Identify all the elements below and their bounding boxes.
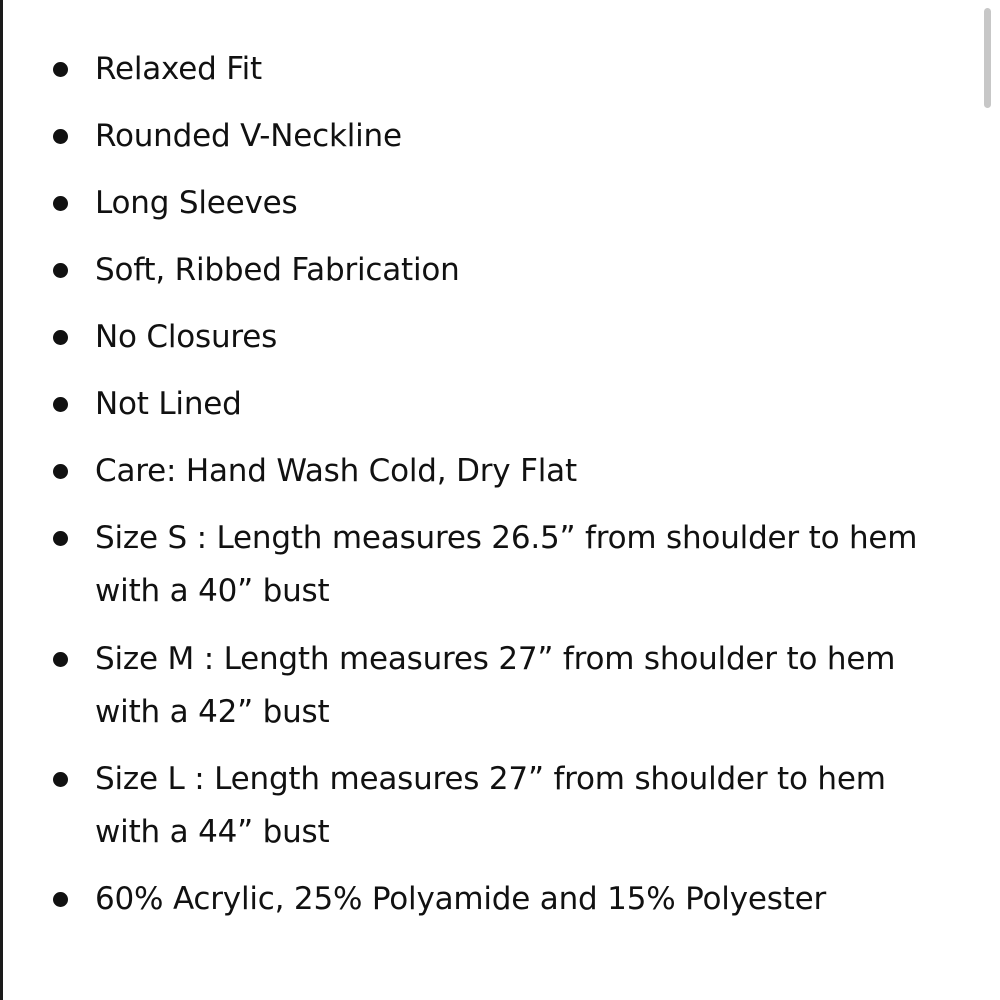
feature-line: with a 44” bust <box>95 814 330 850</box>
bullet-icon <box>53 196 68 211</box>
feature-line: with a 42” bust <box>95 694 330 730</box>
bullet-icon <box>53 531 68 546</box>
feature-line: Care: Hand Wash Cold, Dry Flat <box>95 453 577 489</box>
feature-text <box>95 378 975 431</box>
feature-line: Relaxed Fit <box>95 51 262 87</box>
feature-line: Size M : Length measures 27” from shoulder to hem <box>95 641 896 677</box>
bullet-icon <box>53 129 68 144</box>
feature-line: with a 40” bust <box>95 573 330 609</box>
bullet-icon <box>53 652 68 667</box>
feature-text <box>95 512 975 618</box>
bullet-icon <box>53 464 68 479</box>
feature-text <box>95 445 975 498</box>
feature-text <box>95 177 975 230</box>
feature-line: No Closures <box>95 319 278 355</box>
feature-line: Soft, Ribbed Fabrication <box>95 252 460 288</box>
bullet-icon <box>53 330 68 345</box>
feature-text <box>95 244 975 297</box>
bullet-icon <box>53 397 68 412</box>
feature-line: Long Sleeves <box>95 185 298 221</box>
bullet-icon <box>53 772 68 787</box>
feature-line: Size L : Length measures 27” from shoulder to hem <box>95 761 886 797</box>
bullet-icon <box>53 263 68 278</box>
feature-text <box>95 873 975 926</box>
feature-line: Size S : Length measures 26.5” from shoulder to hem <box>95 520 918 556</box>
feature-text <box>95 633 975 739</box>
feature-text <box>95 110 975 163</box>
scrollbar-thumb[interactable] <box>984 8 991 108</box>
bullet-icon <box>53 892 68 907</box>
feature-text <box>95 43 975 96</box>
feature-text <box>95 311 975 364</box>
feature-line: 60% Acrylic, 25% Polyamide and 15% Polyester <box>95 881 827 917</box>
feature-text <box>95 753 975 859</box>
bullet-icon <box>53 62 68 77</box>
feature-line: Rounded V-Neckline <box>95 118 402 154</box>
vertical-scrollbar[interactable] <box>982 0 992 1000</box>
feature-line: Not Lined <box>95 386 242 422</box>
